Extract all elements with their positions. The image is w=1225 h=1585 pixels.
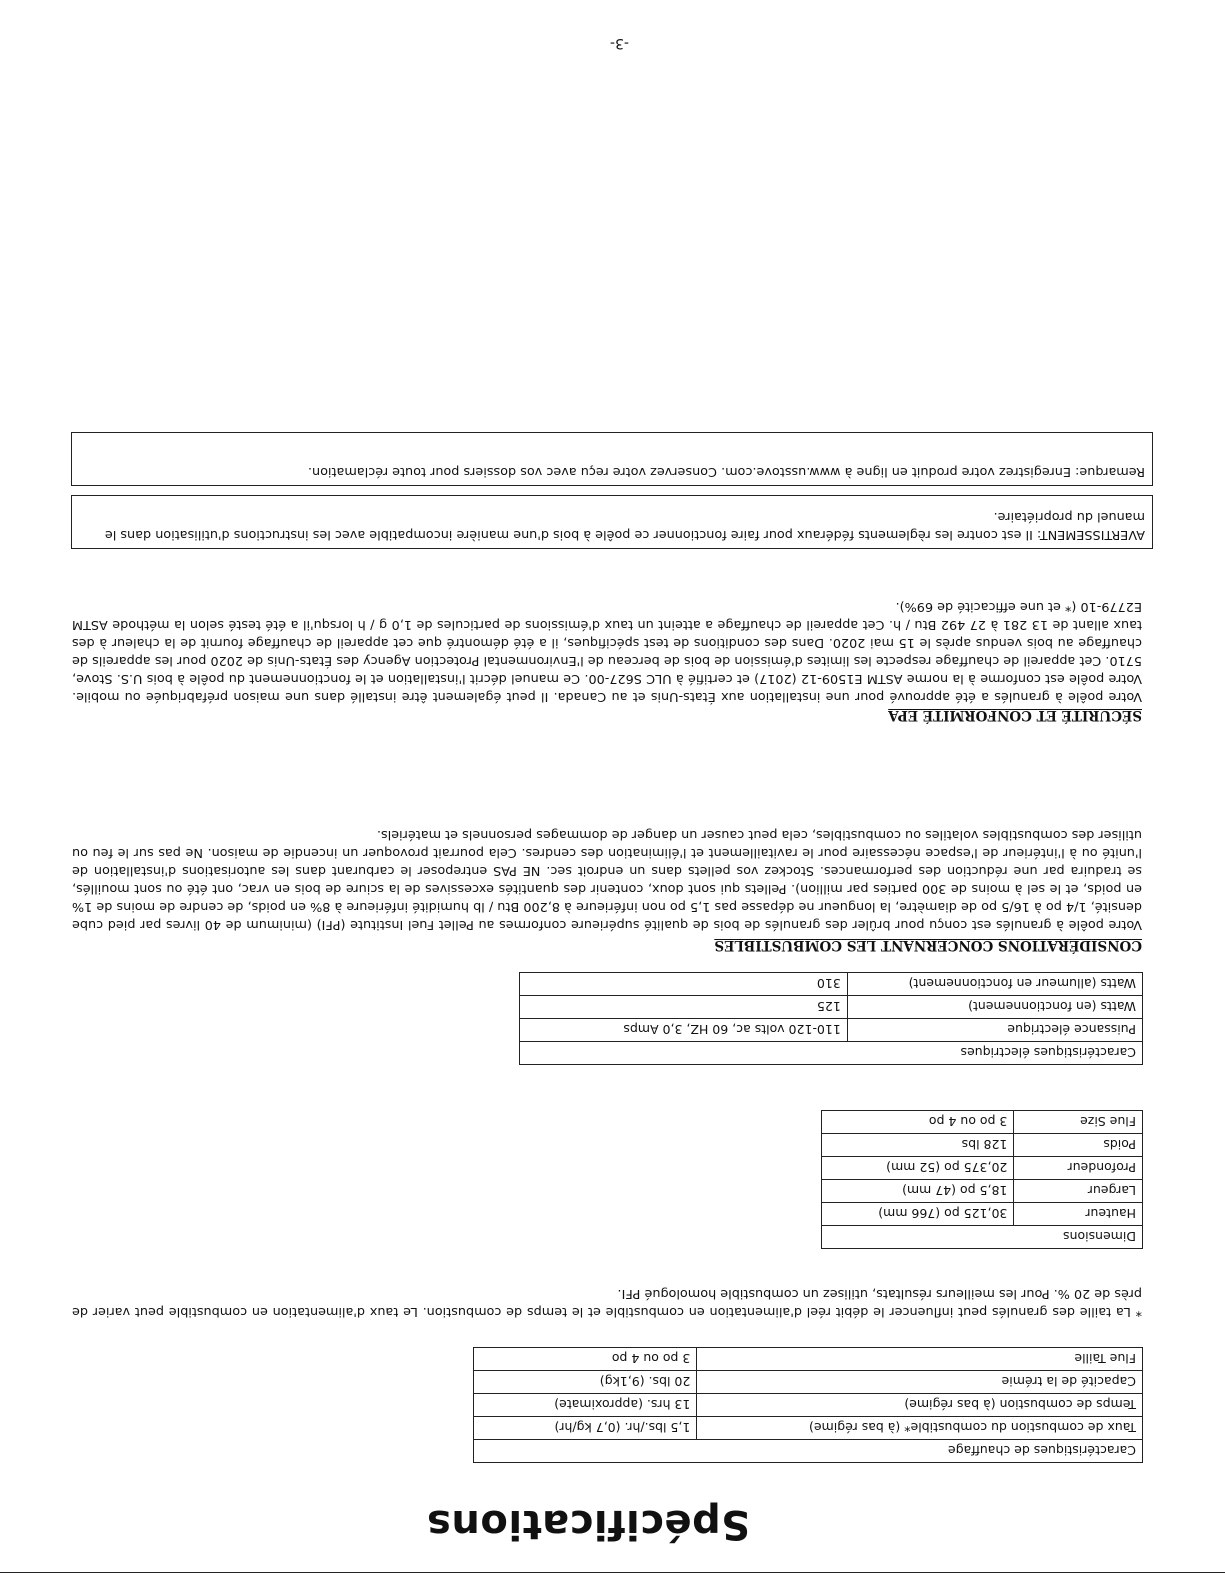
- table-cell-label: Watts (allumeur en fonctionnement): [847, 973, 1142, 996]
- table-header-cell: Caractéristiques électriques: [520, 1042, 1143, 1065]
- epa-section-heading: SÉCURITÉ ET CONFORMITÉ EPA: [888, 707, 1142, 723]
- table-row: [474, 1371, 1143, 1394]
- table-row: [520, 973, 1143, 996]
- table-cell-label: Capacité de la trémie: [697, 1371, 1143, 1394]
- table-cell-label: Largeur: [1014, 1180, 1143, 1203]
- table-row: [520, 1019, 1143, 1042]
- table-row: [822, 1111, 1143, 1134]
- table-cell-label: Puissance électrique: [847, 1019, 1142, 1042]
- table-cell-label: Profondeur: [1014, 1157, 1143, 1180]
- table-cell-value: 20,375 po (52 mm): [822, 1157, 1014, 1180]
- fuel-section-body: Votre poêle à granulés est conçu pour brûler des granulés de bois de qualité supérieure conformes au Pellet Fuel Institute (PFI) (minimum de 40 livres par pied cube densité, 1/4 po à 16/5 po de diamètre, la longueur ne dépasse pas 1,5 po non inférieure à 8,200 Btu / lb humidité inférieure à 8% en poids, de cendre de moins de 1% en poids, et le sel à moins de 300 parties par million). Pellets qui sont doux, contenir des quantités excessives de la sciure de bois en vrac, ont été ou sont mouillés, se traduira par une réduction des performances. Stockez vos pellets dans un endroit sec. NE PAS entreposer le carburant dans les autorisations d'installation de l'unité ou à l'intérieur de l'espace nécessaire pour le ravitaillement et l'élimination des cendres. Cela pourrait provoquer un incendie de maison. Ne pas sur le feu ou utiliser des combustibles volatiles ou combustibles, cela peut causer un danger de dommages personnels et matériels.: [72, 827, 1142, 932]
- table-header-row: [520, 1042, 1143, 1065]
- table-header-cell: Caractéristiques de chauffage: [474, 1440, 1143, 1463]
- table-cell-value: 1,5 lbs./hr. (0,7 kg/hr): [474, 1417, 697, 1440]
- table-header-row: [474, 1440, 1143, 1463]
- dimensions-table: [821, 1110, 1143, 1249]
- page-title: Spécifications: [426, 1501, 750, 1547]
- table-cell-value: 128 lbs: [822, 1134, 1014, 1157]
- table-cell-label: Hauteur: [1014, 1203, 1143, 1226]
- table-row: [822, 1203, 1143, 1226]
- table-cell-value: 310: [520, 973, 848, 996]
- table-row: [474, 1417, 1143, 1440]
- table-cell-value: 3 po ou 4 po: [474, 1348, 697, 1371]
- warning-box: [71, 495, 1153, 549]
- table-header-cell: Dimensions: [822, 1226, 1143, 1249]
- table-cell-value: 13 hrs. (approximate): [474, 1394, 697, 1417]
- table-row: [520, 996, 1143, 1019]
- epa-section-body: Votre poêle à granulés a été approuvé pour une installation aux États-Unis et au Canada. Il peut également être installé dans une maison préfabriquée ou mobile. Votre poêle est conforme à la norme ASTM E1509-12 (2017) et certifié à ULC S627-00. Ce manuel décrit l'installation et le fonctionnement du poêle à bois U.S. Stove, 5710. Cet appareil de chauffage respecte les limites d'émission de bois de berceau de l'Environmental Protection Agency des États-Unis de 2020 pour les appareils de chauffage au bois vendus après le 15 mai 2020. Dans des conditions de test spécifiques, il a été démontré que cet appareil de chauffage fournit de la chaleur à des taux allant de 13 281 à 27 492 Btu / h. Cet appareil de chauffage a atteint un taux d'émissions de particules de 1,0 g / h lorsqu'il a été testé selon la méthode ASTM E2779-10 (* et une efficacité de 69%).: [72, 599, 1142, 704]
- table-cell-value: 125: [520, 996, 848, 1019]
- table-cell-label: Flue Size: [1014, 1111, 1143, 1134]
- remark-text: Remarque: Enregistrez votre produit en ligne à www.usstove.com. Conservez votre reçu avec vos dossiers pour toute réclamation.: [307, 464, 1145, 479]
- table-header-row: [822, 1226, 1143, 1249]
- table-cell-value: 30,125 po (766 mm): [822, 1203, 1014, 1226]
- table-row: [474, 1348, 1143, 1371]
- table-cell-label: Taux de combustion du combustible* (à bas régime): [697, 1417, 1143, 1440]
- table-cell-value: 110-120 volts ac, 60 HZ, 3,0 Amps: [520, 1019, 848, 1042]
- table-cell-label: Temps de combustion (à bas régime): [697, 1394, 1143, 1417]
- top-rule: [0, 1572, 1225, 1573]
- table-cell-value: 18,5 po (47 mm): [822, 1180, 1014, 1203]
- table-cell-label: Watts (en fonctionnement): [847, 996, 1142, 1019]
- heating-specs-table: [473, 1347, 1143, 1463]
- electrical-specs-table: [519, 972, 1143, 1065]
- fuel-rate-footnote: * La taille des granulés peut influencer le débit réel d'alimentation en combustible et le temps de combustion. Le taux d'alimentation en combustible peut varier de près de 20 %. Pour les meilleurs résultats, utilisez un combustible homologué PFI.: [72, 1286, 1142, 1319]
- table-row: [474, 1394, 1143, 1417]
- table-cell-value: 20 lbs. (9,1kg): [474, 1371, 697, 1394]
- warning-text: AVERTISSEMENT: Il est contre les règlements fédéraux pour faire fonctionner ce poêle à bois d'une manière incompatible avec les instructions d'utilisation dans le manuel du propriétaire.: [104, 509, 1145, 542]
- table-cell-label: Flue Taille: [697, 1348, 1143, 1371]
- table-cell-value: 3 po ou 4 po: [822, 1111, 1014, 1134]
- table-row: [822, 1157, 1143, 1180]
- table-row: [822, 1180, 1143, 1203]
- remark-box: [71, 432, 1153, 486]
- page-number: -3-: [609, 35, 629, 51]
- table-row: [822, 1134, 1143, 1157]
- table-cell-label: Poids: [1014, 1134, 1143, 1157]
- fuel-section-heading: CONSIDÉRATIONS CONCERNANT LES COMBUSTIBLES: [714, 937, 1142, 953]
